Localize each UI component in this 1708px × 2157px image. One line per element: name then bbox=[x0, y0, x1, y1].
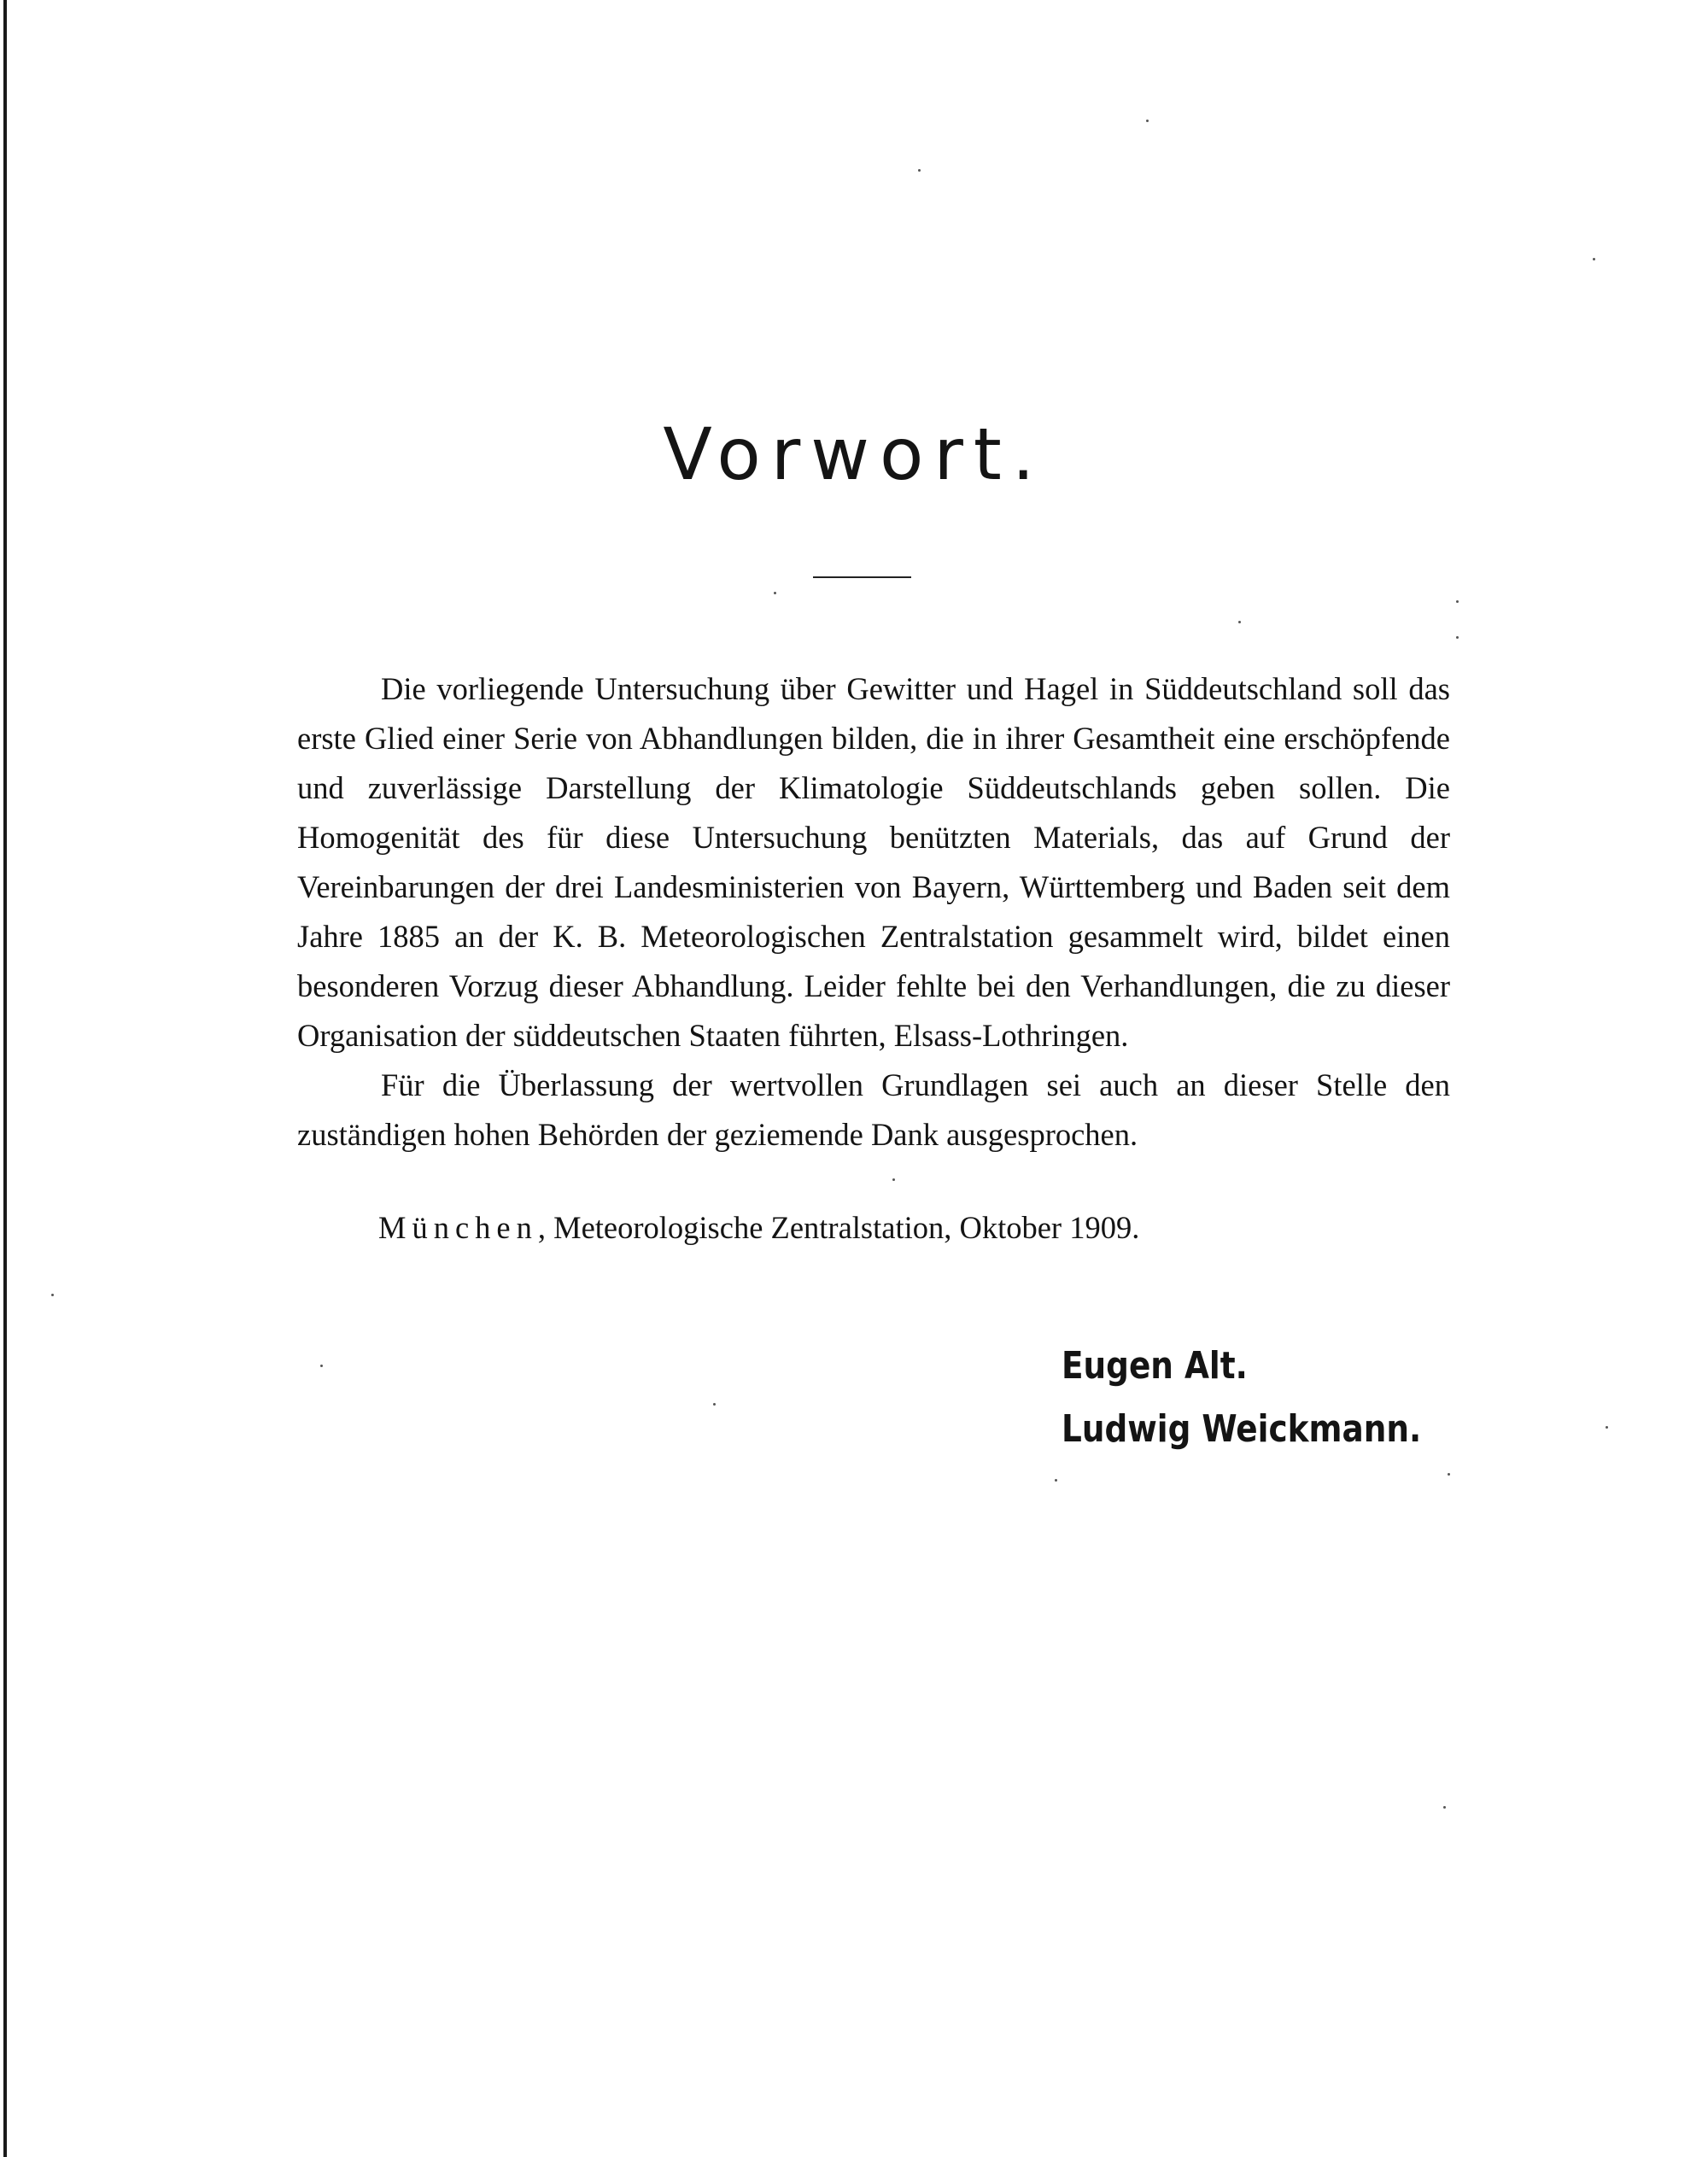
scan-speck bbox=[1238, 621, 1241, 623]
signature-author-2: Ludwig Weickmann. bbox=[1062, 1407, 1422, 1451]
scan-speck bbox=[892, 1178, 895, 1181]
signature-block bbox=[1062, 1335, 1421, 1461]
signature-author-1: Eugen Alt. bbox=[1062, 1344, 1248, 1388]
scan-speck bbox=[1443, 1806, 1446, 1809]
title-divider bbox=[813, 576, 911, 578]
scan-speck bbox=[1456, 600, 1459, 603]
place-date-line bbox=[378, 1203, 1139, 1253]
preface-body bbox=[297, 664, 1450, 1160]
scan-speck bbox=[1448, 1473, 1450, 1476]
scan-speck bbox=[713, 1403, 716, 1406]
place-city: München bbox=[378, 1210, 538, 1245]
page-title: Vorwort. bbox=[663, 412, 1045, 496]
scan-speck bbox=[320, 1365, 323, 1367]
scan-speck bbox=[1456, 636, 1459, 639]
scan-speck bbox=[51, 1294, 54, 1296]
scan-speck bbox=[1146, 120, 1149, 122]
page-binding-edge bbox=[3, 0, 7, 2157]
scan-speck bbox=[1055, 1479, 1057, 1482]
place-date-rest: , Meteorologische Zentralstation, Oktober 1909. bbox=[537, 1210, 1140, 1245]
scan-speck bbox=[774, 592, 776, 594]
scan-speck bbox=[1606, 1426, 1608, 1429]
paragraph-2: Für die Überlassung der wertvollen Grundlagen sei auch an dieser Stelle den zuständigen hohen Behörden der geziemende Dank ausgesprochen. bbox=[297, 1067, 1450, 1152]
paragraph-1: Die vorliegende Untersuchung über Gewitter und Hagel in Süddeutschland soll das erste Glied einer Serie von Abhandlungen bilden, die in ihrer Gesamtheit eine erschöpfende und zuverlässige Darstellung der Klimatologie Süddeutschlands geben sollen. Die Homogenität des für diese Untersuchung benützten Materials, das auf Grund der Vereinbarungen der drei Landesministerien von Bayern, Württemberg und Baden seit dem Jahre 1885 an der K. B. Meteorologischen Zentralstation gesammelt wird, bildet einen besonderen Vorzug dieser Abhandlung. Leider fehlte bei den Verhandlungen, die zu dieser Organisation der süddeutschen Staaten führten, Elsass-Lothringen. bbox=[297, 671, 1450, 1053]
scan-speck bbox=[918, 169, 921, 172]
scan-speck bbox=[1593, 258, 1595, 260]
